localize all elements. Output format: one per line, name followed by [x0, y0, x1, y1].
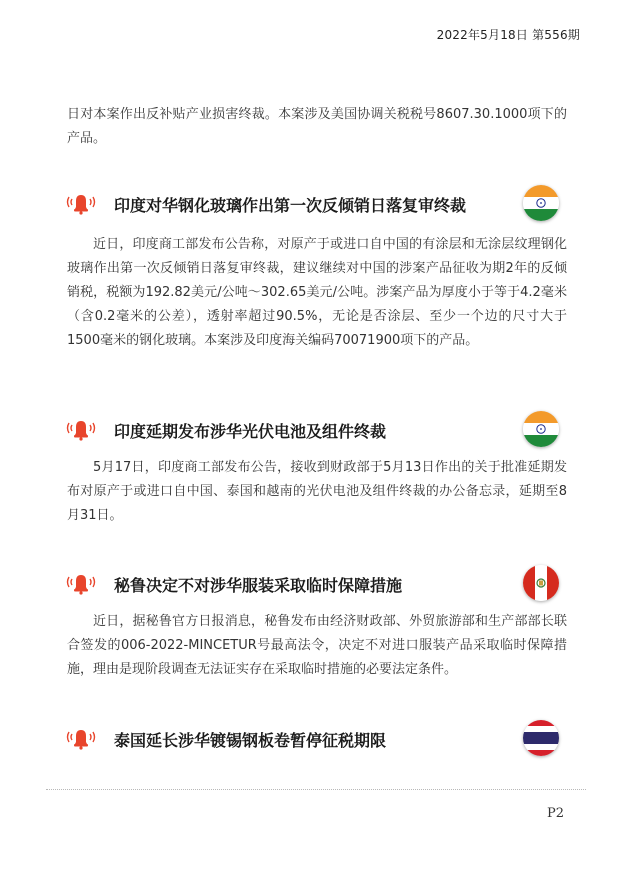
- article-title: 秘鲁决定不对涉华服装采取临时保障措施: [114, 576, 403, 595]
- alarm-bell-icon: [66, 726, 96, 750]
- article-body-3: 近日，据秘鲁官方日报消息，秘鲁发布由经济财政部、外贸旅游部和生产部部长联合签发的006-2022-MINCETUR号最高法令，决定不对进口服装产品采取临时保障措施，理由是现阶段调查无法证实存在采取临时措施的必要法定条件。: [67, 614, 567, 677]
- india-flag-icon: [523, 411, 559, 447]
- article-title: 印度延期发布涉华光伏电池及组件终裁: [114, 422, 387, 441]
- article-heading-4: [66, 720, 566, 760]
- article-heading-3: [66, 565, 566, 605]
- alarm-bell-icon: [66, 417, 96, 441]
- article-body-1: 近日，印度商工部发布公告称，对原产于或进口自中国的有涂层和无涂层纹理钢化玻璃作出第一次反倾销日落复审终裁，建议继续对中国的涉案产品征收为期2年的反倾销税，税额为192.82美元/公吨～302.65美元/公吨。涉案产品为厚度小于等于4.2毫米（含0.2毫米的公差），透射率超过90.5%，无论是否涂层、至少一个边的尺寸大于1500毫米的钢化玻璃。本案涉及印度海关编码70071900项下的产品。: [67, 237, 567, 348]
- page-number: P2: [546, 806, 564, 821]
- article-heading-1: [66, 185, 566, 225]
- alarm-bell-icon: [66, 191, 96, 215]
- issue-date: 2022年5月18日 第556期: [436, 28, 580, 42]
- article-title: 印度对华钢化玻璃作出第一次反倾销日落复审终裁: [114, 196, 467, 215]
- article-title: 泰国延长涉华镀锡钢板卷暂停征税期限: [114, 731, 387, 750]
- peru-flag-icon: [523, 565, 559, 601]
- article-body-2: 5月17日，印度商工部发布公告，接收到财政部于5月13日作出的关于批准延期发布对原产于或进口自中国、泰国和越南的光伏电池及组件终裁的办公备忘录，延期至8月31日。: [67, 460, 567, 523]
- intro-paragraph: 日对本案作出反补贴产业损害终裁。本案涉及美国协调关税税号8607.30.1000项下的产品。: [67, 107, 567, 146]
- footer-divider: [46, 789, 586, 790]
- thailand-flag-icon: [523, 720, 559, 756]
- india-flag-icon: [523, 185, 559, 221]
- article-heading-2: [66, 411, 566, 451]
- alarm-bell-icon: [66, 571, 96, 595]
